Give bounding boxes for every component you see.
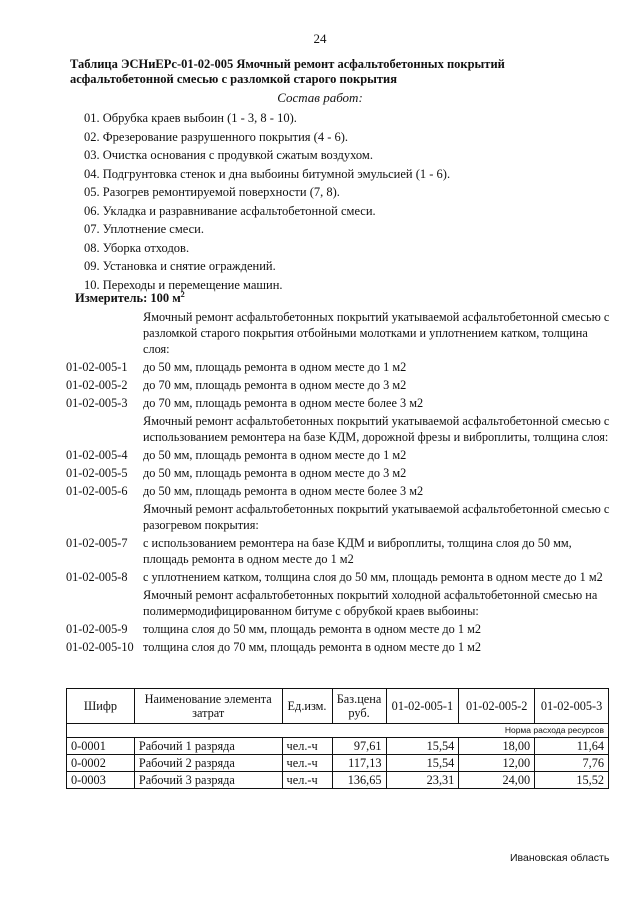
table-cell: 15,54 — [386, 755, 459, 772]
table-cell: 0-0002 — [67, 755, 135, 772]
table-cell: 15,52 — [535, 772, 609, 789]
operation-item: 01. Обрубка краев выбоин (1 - 3, 8 - 10). — [84, 111, 297, 125]
table-cell: 11,64 — [535, 738, 609, 755]
entry-text: до 50 мм, площадь ремонта в одном месте до 1 м2 — [143, 448, 407, 462]
entry-code: 01-02-005-2 — [66, 378, 128, 392]
table-cell: чел.-ч — [282, 738, 332, 755]
column-header: Ед.изм. — [282, 689, 332, 724]
group-description: Ямочный ремонт асфальтобетонных покрытий холодной асфальтобетонной смесью на полимермодифицированном битуме с обрубкой краев выбоины: — [143, 588, 598, 618]
group-description: Ямочный ремонт асфальтобетонных покрытий укатываемой асфальтобетонной смесью с использованием ремонтера на базе КДМ, дорожной фрезы и виброплиты, толщина слоя: — [143, 414, 610, 444]
resources-table — [66, 688, 609, 789]
entry-text: с использованием ремонтера на базе КДМ и виброплиты, толщина слоя до 50 мм, площадь ремонта в одном месте до 1 м2 — [143, 536, 572, 566]
group-description: Ямочный ремонт асфальтобетонных покрытий укатываемой асфальтобетонной смесью с разломкой старого покрытия отбойными молотками и уплотнением катком, толщина слоя: — [143, 310, 610, 356]
column-header: 01-02-005-1 — [386, 689, 459, 724]
entry-row — [66, 395, 611, 411]
entry-row — [66, 535, 611, 567]
entry-text: до 70 мм, площадь ремонта в одном месте более 3 м2 — [143, 396, 424, 410]
table-header-row — [67, 689, 609, 724]
measure-label: Измеритель: 100 $м^2$ — [75, 290, 185, 306]
table-row — [67, 755, 609, 772]
entry-code: 01-02-005-9 — [66, 622, 128, 636]
entry-code: 01-02-005-7 — [66, 536, 128, 550]
table-cell: 12,00 — [459, 755, 535, 772]
table-cell: чел.-ч — [282, 755, 332, 772]
table-row — [67, 772, 609, 789]
table-body — [67, 738, 609, 789]
column-header: Наименование элемента затрат — [134, 689, 282, 724]
table-cell: Рабочий 2 разряда — [134, 755, 282, 772]
entry-text: толщина слоя до 50 мм, площадь ремонта в одном месте до 1 м2 — [143, 622, 482, 636]
operation-item: 02. Фрезерование разрушенного покрытия (4 - 6). — [84, 129, 349, 144]
table-cell: 97,61 — [332, 738, 386, 755]
operation-item: 03. Очистка основания с продувкой сжатым воздухом. — [84, 148, 373, 162]
entry-text: до 50 мм, площадь ремонта в одном месте до 3 м2 — [143, 466, 407, 480]
entry-code: 01-02-005-10 — [66, 640, 134, 654]
table-cell: Рабочий 1 разряда — [134, 738, 282, 755]
entry-code: 01-02-005-5 — [66, 466, 128, 480]
operation-item: 09. Установка и снятие ограждений. — [84, 259, 276, 273]
operation-item: 05. Разогрев ремонтируемой поверхности (7, 8). — [84, 185, 340, 199]
column-header: Шифр — [67, 689, 135, 724]
entry-row — [66, 569, 611, 585]
entry-row — [66, 465, 611, 481]
entry-text: с уплотнением катком, толщина слоя до 50 мм, площадь ремонта в одном месте до 1 м2 — [143, 570, 603, 584]
table-cell: 136,65 — [332, 772, 386, 789]
entry-row — [66, 621, 611, 637]
entry-text: до 70 мм, площадь ремонта в одном месте до 3 м2 — [143, 378, 407, 392]
group-description: Ямочный ремонт асфальтобетонных покрытий укатываемой асфальтобетонной смесью с разогревом покрытия: — [143, 502, 610, 532]
entry-row — [66, 447, 611, 463]
entry-row — [66, 639, 611, 655]
entry-code: 01-02-005-6 — [66, 484, 128, 498]
entry-code: 01-02-005-4 — [66, 448, 128, 462]
entry-text: до 50 мм, площадь ремонта в одном месте более 3 м2 — [143, 484, 424, 498]
operation-item: 07. Уплотнение смеси. — [84, 222, 204, 236]
operation-item: 10. Переходы и перемещение машин. — [84, 277, 283, 292]
table-cell: 24,00 — [459, 772, 535, 789]
region-footer: Ивановская область — [510, 852, 610, 864]
table-cell: 15,54 — [386, 738, 459, 755]
table-cell: 23,31 — [386, 772, 459, 789]
entry-code: 01-02-005-8 — [66, 570, 128, 584]
operation-item: 06. Укладка и разравнивание асфальтобетонной смеси. — [84, 203, 376, 218]
table-cell: 117,13 — [332, 755, 386, 772]
operation-item: 08. Уборка отходов. — [84, 240, 190, 255]
table-cell: 0-0003 — [67, 772, 135, 789]
table-cell: 18,00 — [459, 738, 535, 755]
table-cell: Рабочий 3 разряда — [134, 772, 282, 789]
table-cell: чел.-ч — [282, 772, 332, 789]
work-entries — [66, 309, 611, 657]
entry-text: до 50 мм, площадь ремонта в одном месте до 1 м2 — [143, 360, 407, 374]
entry-text: толщина слоя до 70 мм, площадь ремонта в одном месте до 1 м2 — [143, 640, 482, 654]
operations-list — [84, 109, 604, 294]
table-row — [67, 738, 609, 755]
entry-row — [66, 483, 611, 499]
entry-code: 01-02-005-3 — [66, 396, 128, 410]
column-header: 01-02-005-2 — [459, 689, 535, 724]
page-number: 24 — [313, 31, 327, 46]
norm-label: Норма расхода ресурсов — [386, 724, 608, 738]
table-cell: 7,76 — [535, 755, 609, 772]
column-header: Баз.цена руб. — [332, 689, 386, 724]
norm-row — [67, 724, 609, 738]
table-title: Таблица ЭСНиЕРс-01-02-005 Ямочный ремонт асфальтобетонных покрытий асфальтобетонной смесью с разломкой старого покрытия — [70, 57, 505, 86]
entry-code: 01-02-005-1 — [66, 360, 128, 374]
table-cell: 0-0001 — [67, 738, 135, 755]
entry-row — [66, 377, 611, 393]
composition-heading: Состав работ: — [277, 90, 363, 105]
column-header: 01-02-005-3 — [535, 689, 609, 724]
entry-row — [66, 359, 611, 375]
operation-item: 04. Подгрунтовка стенок и дна выбоины битумной эмульсией (1 - 6). — [84, 166, 451, 181]
